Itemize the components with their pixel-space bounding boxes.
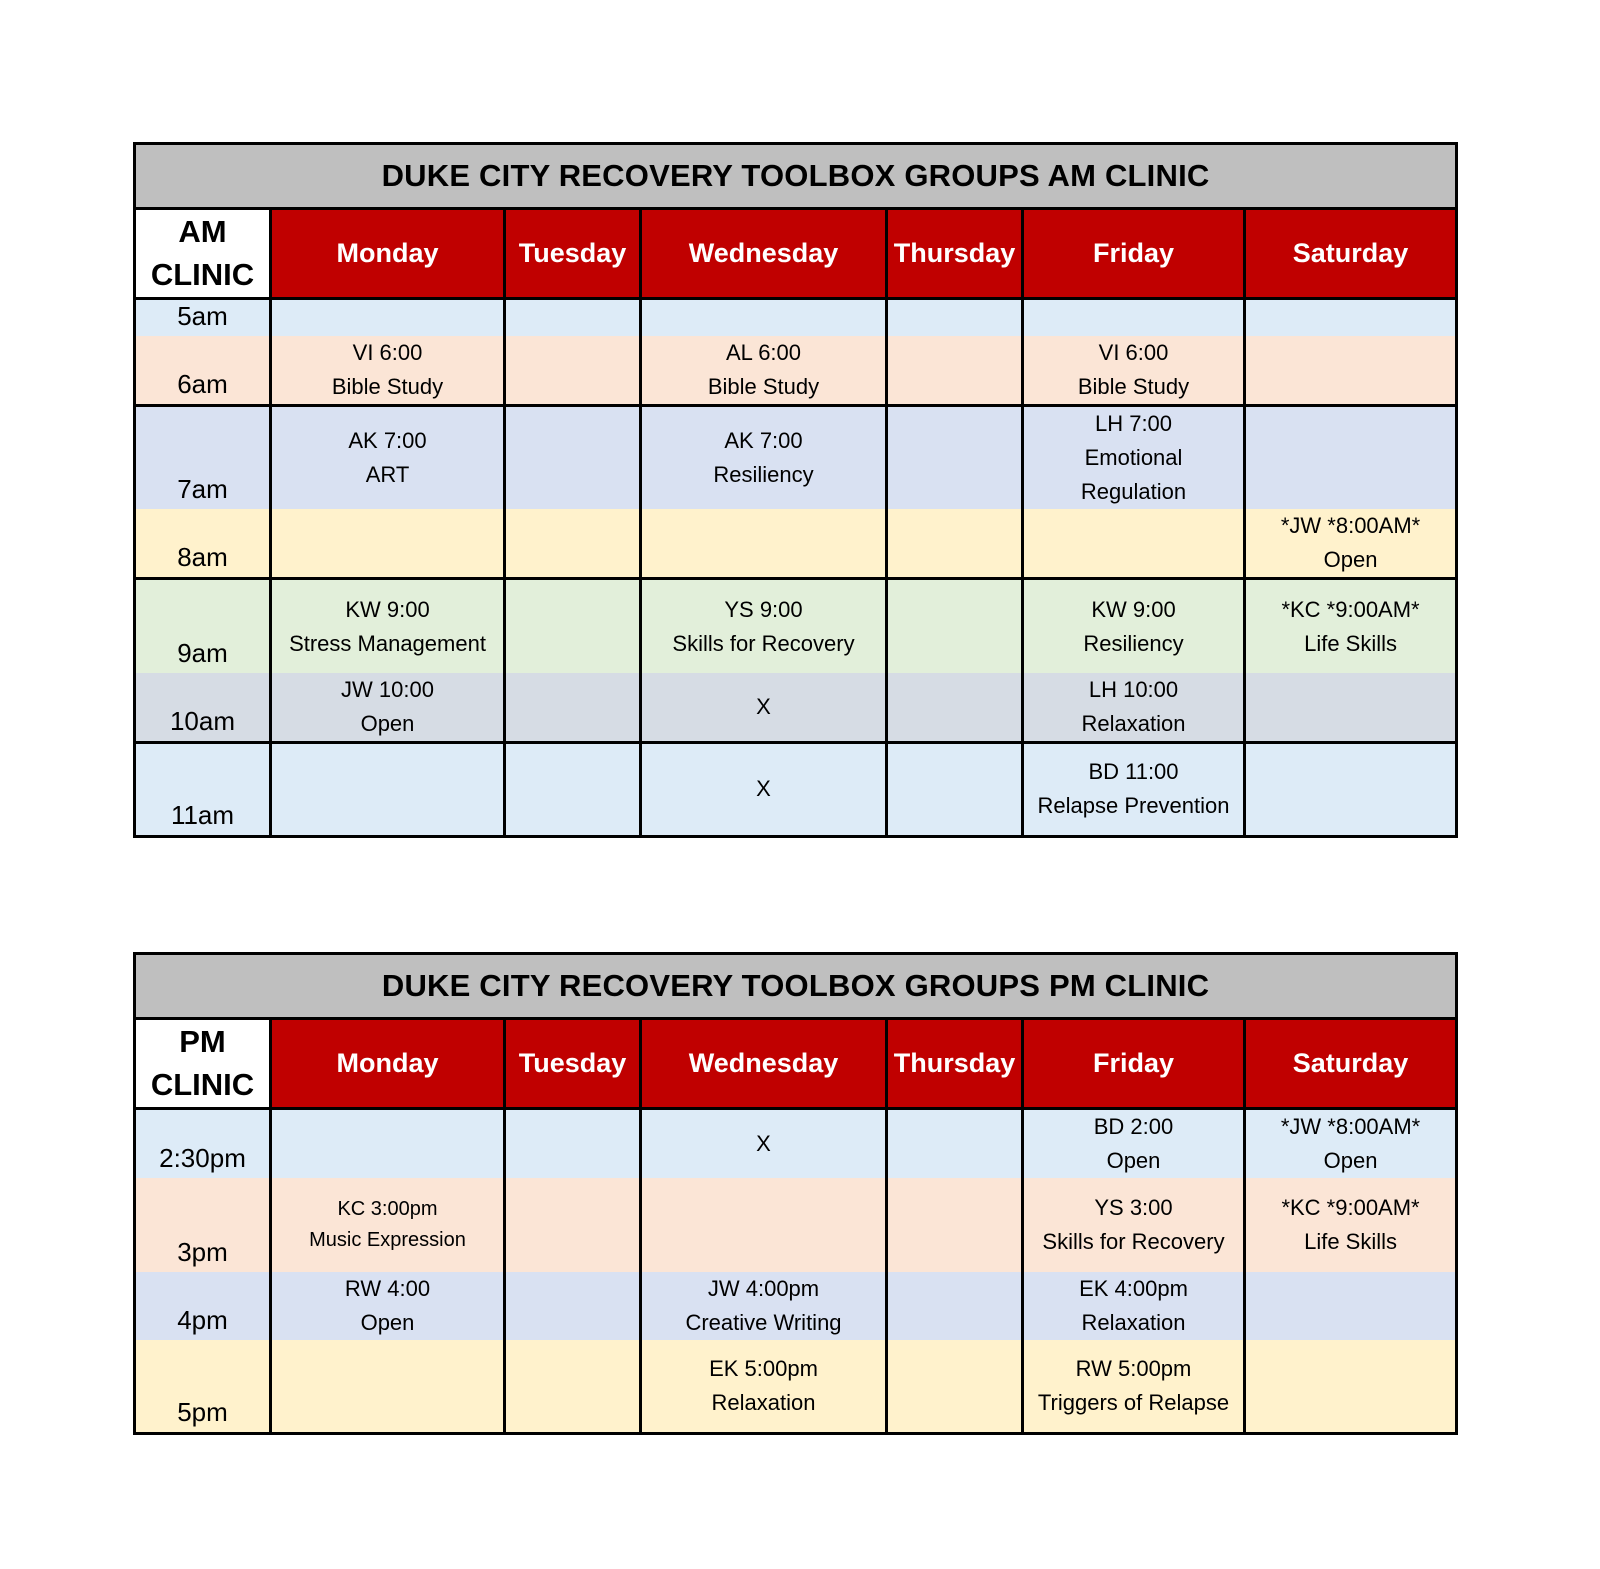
- session-leader-time: KC 3:00pm: [337, 1197, 438, 1220]
- session-cell-tuesday: [505, 742, 641, 836]
- pm-corner-line1: PM: [179, 1024, 226, 1059]
- session-name: ART: [365, 462, 410, 488]
- pm-corner-line2: CLINIC: [150, 1067, 255, 1103]
- session-cell-monday: [271, 1272, 505, 1340]
- pm-day-monday: Monday: [271, 1019, 505, 1109]
- session-cell-saturday: [1245, 1272, 1457, 1340]
- session-cell-monday: [271, 336, 505, 406]
- session-name: Triggers of Relapse: [1037, 1390, 1230, 1416]
- session-name: Stress Management: [289, 630, 486, 656]
- session-cell-wednesday: [641, 673, 887, 743]
- session-name: Music Expression: [309, 1228, 466, 1251]
- session-cell-wednesday: [641, 1178, 887, 1272]
- session-cell-monday: [271, 1340, 505, 1434]
- session-cell-wednesday: [641, 579, 887, 673]
- time-label: 10am: [135, 673, 271, 743]
- session-cell-tuesday: [505, 1272, 641, 1340]
- session-cell-tuesday: [505, 1108, 641, 1178]
- am-day-saturday: Saturday: [1245, 209, 1457, 299]
- session-leader-time: *KC *9:00AM*: [1281, 596, 1420, 622]
- session-name: Open: [1323, 1147, 1378, 1173]
- am-corner-line1: AM: [178, 214, 227, 249]
- time-label: 2:30pm: [135, 1108, 271, 1178]
- pm-corner-label: [135, 1019, 271, 1109]
- pm-day-tuesday: Tuesday: [505, 1019, 641, 1109]
- time-label: 11am: [135, 742, 271, 836]
- session-name: Emotional: [1084, 445, 1183, 471]
- session-name: Open: [1323, 547, 1378, 573]
- am-corner-line2: CLINIC: [150, 257, 255, 293]
- am-row-11am: [135, 742, 1457, 836]
- session-cell-saturday: [1245, 336, 1457, 406]
- session-cell-thursday: [887, 1340, 1023, 1434]
- session-cell-saturday: [1245, 742, 1457, 836]
- am-row-6am: [135, 336, 1457, 406]
- am-row-7am: [135, 406, 1457, 510]
- session-leader-time: EK 4:00pm: [1079, 1275, 1188, 1301]
- session-leader-time: AK 7:00: [724, 428, 803, 454]
- time-label: 8am: [135, 509, 271, 579]
- session-cell-tuesday: [505, 579, 641, 673]
- session-name: Open: [360, 1309, 415, 1335]
- session-name: Relaxation: [1081, 710, 1186, 736]
- pm-title: DUKE CITY RECOVERY TOOLBOX GROUPS PM CLINIC: [135, 954, 1457, 1019]
- session-cell-wednesday: [641, 1108, 887, 1178]
- pm-day-thursday: Thursday: [887, 1019, 1023, 1109]
- session-leader-time: BD 2:00: [1093, 1113, 1174, 1139]
- session-name: Creative Writing: [685, 1309, 842, 1335]
- session-cell-monday: [271, 1178, 505, 1272]
- session-cell-tuesday: [505, 1178, 641, 1272]
- session-cell-saturday: [1245, 1178, 1457, 1272]
- session-cell-saturday: [1245, 406, 1457, 510]
- session-name: Open: [360, 710, 415, 736]
- session-cell-thursday: [887, 742, 1023, 836]
- session-cell-thursday: [887, 509, 1023, 579]
- am-day-monday: Monday: [271, 209, 505, 299]
- session-cell-tuesday: [505, 1340, 641, 1434]
- session-cell-monday: [271, 509, 505, 579]
- session-leader-time: LH 10:00: [1088, 676, 1179, 702]
- session-cell-saturday: [1245, 579, 1457, 673]
- time-label: 5pm: [135, 1340, 271, 1434]
- session-cell-tuesday: [505, 509, 641, 579]
- session-cell-monday: [271, 673, 505, 743]
- am-body: [135, 298, 1457, 836]
- session-cell-thursday: [887, 1272, 1023, 1340]
- time-label: 9am: [135, 579, 271, 673]
- session-cell-friday: [1023, 1178, 1245, 1272]
- session-cell-friday: [1023, 742, 1245, 836]
- session-cell-wednesday: [641, 509, 887, 579]
- session-leader-time: BD 11:00: [1088, 759, 1179, 785]
- session-name: Regulation: [1080, 479, 1187, 505]
- session-name: Skills for Recovery: [672, 630, 855, 656]
- session-name: Bible Study: [1077, 374, 1190, 400]
- session-leader-time: VI 6:00: [1098, 340, 1169, 366]
- session-cell-thursday: [887, 673, 1023, 743]
- session-cell-tuesday: [505, 406, 641, 510]
- session-leader-time: VI 6:00: [352, 340, 423, 366]
- session-cell-friday: [1023, 298, 1245, 336]
- session-name: Bible Study: [707, 374, 820, 400]
- session-cell-friday: [1023, 1108, 1245, 1178]
- session-cell-saturday: [1245, 1340, 1457, 1434]
- am-day-thursday: Thursday: [887, 209, 1023, 299]
- am-row-10am: [135, 673, 1457, 743]
- am-day-friday: Friday: [1023, 209, 1245, 299]
- session-leader-time: X: [756, 693, 771, 719]
- session-name: Relapse Prevention: [1037, 793, 1230, 819]
- session-cell-thursday: [887, 298, 1023, 336]
- am-row-5am: [135, 298, 1457, 336]
- session-name: Life Skills: [1304, 1228, 1397, 1254]
- session-leader-time: KW 9:00: [345, 596, 430, 622]
- session-leader-time: RW 5:00pm: [1075, 1356, 1192, 1382]
- session-leader-time: X: [756, 776, 771, 802]
- session-cell-thursday: [887, 1178, 1023, 1272]
- pm-day-wednesday: Wednesday: [641, 1019, 887, 1109]
- session-cell-friday: [1023, 1340, 1245, 1434]
- session-leader-time: YS 3:00: [1094, 1194, 1173, 1220]
- session-name: Resiliency: [713, 462, 814, 488]
- time-label: 4pm: [135, 1272, 271, 1340]
- pm-day-friday: Friday: [1023, 1019, 1245, 1109]
- pm-row-3pm: [135, 1178, 1457, 1272]
- session-cell-friday: [1023, 1272, 1245, 1340]
- session-leader-time: *JW *8:00AM*: [1280, 513, 1421, 539]
- time-label: 5am: [135, 298, 271, 336]
- session-name: Life Skills: [1304, 630, 1397, 656]
- session-cell-friday: [1023, 509, 1245, 579]
- am-day-wednesday: Wednesday: [641, 209, 887, 299]
- session-leader-time: JW 10:00: [341, 676, 434, 702]
- pm-schedule-table: [133, 952, 1458, 1435]
- session-cell-friday: [1023, 336, 1245, 406]
- am-title: DUKE CITY RECOVERY TOOLBOX GROUPS AM CLINIC: [135, 144, 1457, 209]
- session-leader-time: RW 4:00: [344, 1275, 431, 1301]
- session-cell-tuesday: [505, 336, 641, 406]
- session-leader-time: EK 5:00pm: [709, 1356, 818, 1382]
- session-cell-wednesday: [641, 1272, 887, 1340]
- time-label: 7am: [135, 406, 271, 510]
- am-row-8am: [135, 509, 1457, 579]
- session-leader-time: YS 9:00: [724, 596, 803, 622]
- time-label: 3pm: [135, 1178, 271, 1272]
- session-cell-wednesday: [641, 406, 887, 510]
- am-schedule-table: [133, 142, 1458, 838]
- session-name: Open: [1106, 1147, 1161, 1173]
- session-cell-thursday: [887, 1108, 1023, 1178]
- session-leader-time: KW 9:00: [1091, 596, 1176, 622]
- session-leader-time: AK 7:00: [348, 428, 427, 454]
- am-day-tuesday: Tuesday: [505, 209, 641, 299]
- session-leader-time: LH 7:00: [1094, 411, 1173, 437]
- pm-row-4pm: [135, 1272, 1457, 1340]
- pm-row-5pm: [135, 1340, 1457, 1434]
- am-row-9am: [135, 579, 1457, 673]
- session-cell-saturday: [1245, 298, 1457, 336]
- session-leader-time: *JW *8:00AM*: [1280, 1113, 1421, 1139]
- session-cell-tuesday: [505, 673, 641, 743]
- session-leader-time: X: [756, 1130, 771, 1156]
- session-leader-time: JW 4:00pm: [707, 1275, 820, 1301]
- session-cell-monday: [271, 298, 505, 336]
- session-cell-monday: [271, 406, 505, 510]
- pm-day-saturday: Saturday: [1245, 1019, 1457, 1109]
- session-cell-monday: [271, 1108, 505, 1178]
- session-leader-time: *KC *9:00AM*: [1281, 1194, 1420, 1220]
- session-leader-time: AL 6:00: [725, 340, 802, 366]
- session-cell-wednesday: [641, 742, 887, 836]
- session-cell-tuesday: [505, 298, 641, 336]
- session-cell-saturday: [1245, 509, 1457, 579]
- session-cell-saturday: [1245, 1108, 1457, 1178]
- session-cell-thursday: [887, 406, 1023, 510]
- session-cell-monday: [271, 742, 505, 836]
- session-cell-thursday: [887, 336, 1023, 406]
- session-cell-friday: [1023, 579, 1245, 673]
- session-cell-monday: [271, 579, 505, 673]
- session-cell-wednesday: [641, 336, 887, 406]
- session-name: Resiliency: [1083, 630, 1184, 656]
- session-cell-saturday: [1245, 673, 1457, 743]
- am-corner-label: [135, 209, 271, 299]
- session-name: Bible Study: [331, 374, 444, 400]
- session-name: Relaxation: [711, 1390, 816, 1416]
- session-cell-wednesday: [641, 298, 887, 336]
- session-cell-thursday: [887, 579, 1023, 673]
- time-label: 6am: [135, 336, 271, 406]
- session-cell-friday: [1023, 673, 1245, 743]
- session-name: Relaxation: [1081, 1309, 1186, 1335]
- pm-body: [135, 1108, 1457, 1434]
- session-cell-friday: [1023, 406, 1245, 510]
- session-name: Skills for Recovery: [1042, 1228, 1225, 1254]
- pm-row-2:30pm: [135, 1108, 1457, 1178]
- session-cell-wednesday: [641, 1340, 887, 1434]
